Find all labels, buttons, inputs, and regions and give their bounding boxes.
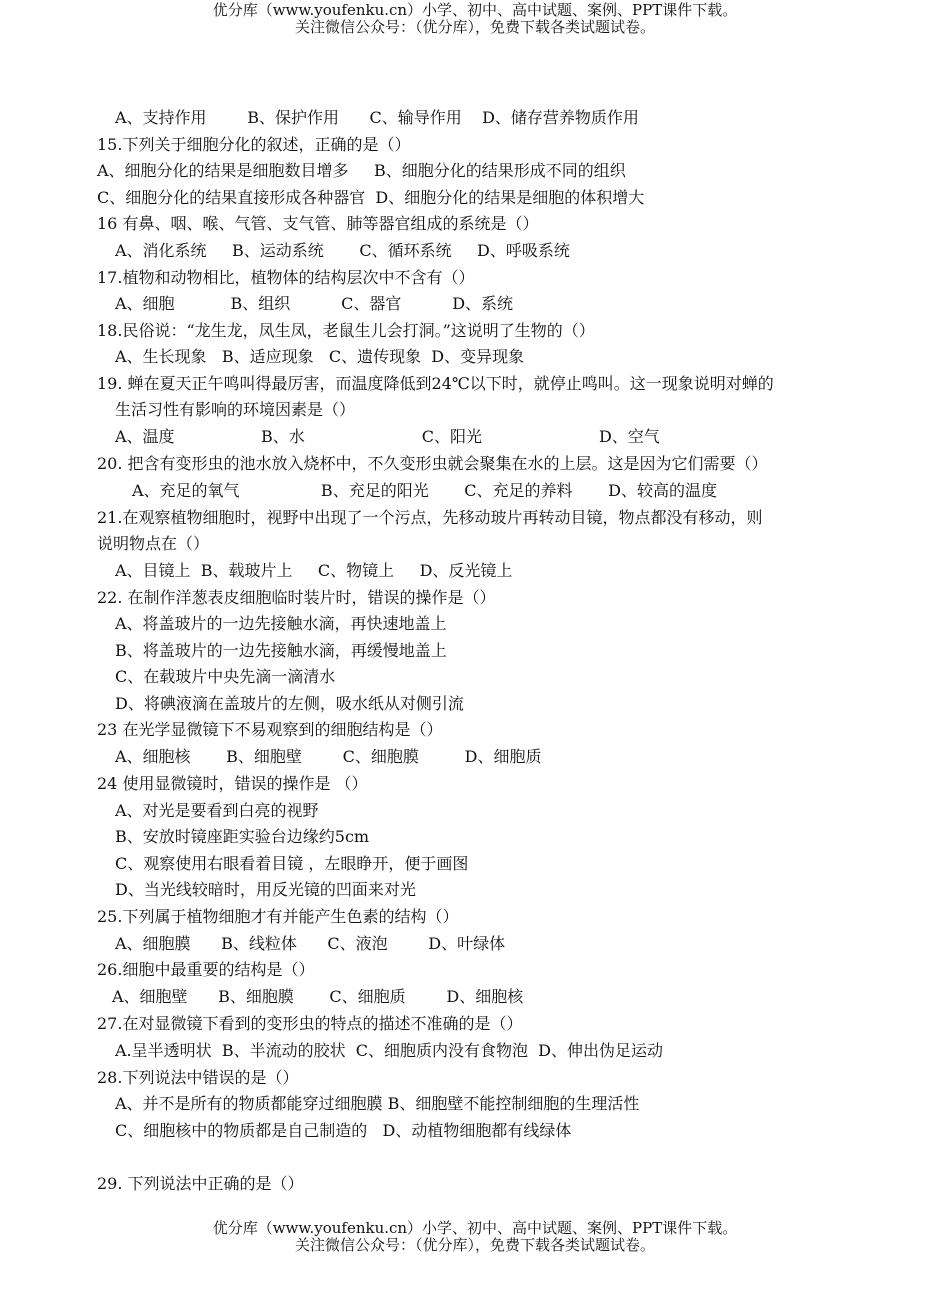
q24-option-c: C、观察使用右眼看着目镜 ，左眼睁开，便于画图 (115, 854, 469, 873)
q22-question: 22. 在制作洋葱表皮细胞临时装片时，错误的操作是（） (97, 588, 496, 607)
q23-options: A、细胞核 B、细胞壁 C、细胞膜 D、细胞质 (115, 747, 542, 766)
q24-option-b: B、安放时镜座距实验台边缘约5cm (115, 827, 370, 846)
q26-options: A、细胞壁 B、细胞膜 C、细胞质 D、细胞核 (112, 987, 524, 1006)
q21-options: A、目镜上 B、载玻片上 C、物镜上 D、反光镜上 (115, 561, 513, 580)
q22-option-d: D、将碘液滴在盖玻片的左侧，吸水纸从对侧引流 (115, 694, 464, 713)
q28-question: 28.下列说法中错误的是（） (97, 1068, 299, 1087)
q21-question: 21.在观察植物细胞时，视野中出现了一个污点，先移动玻片再转动目镜，物点都没有移动，则 (97, 508, 763, 527)
q19-question: 19. 蝉在夏天正午鸣叫得最厉害，而温度降低到24℃以下时，就停止鸣叫。这一现象说明对蝉的 (97, 374, 774, 393)
q25-options: A、细胞膜 B、线粒体 C、液泡 D、叶绿体 (115, 934, 506, 953)
q22-option-a: A、将盖玻片的一边先接触水滴，再快速地盖上 (115, 614, 447, 633)
q22-option-b: B、将盖玻片的一边先接触水滴，再缓慢地盖上 (115, 641, 447, 660)
q14-options: A、支持作用 B、保护作用 C、输导作用 D、储存营养物质作用 (115, 108, 639, 127)
page-footer (0, 1220, 950, 1254)
q29-question: 29. 下列说法中正确的是（） (97, 1174, 304, 1193)
q15-options-ab: A、细胞分化的结果是细胞数目增多 B、细胞分化的结果形成不同的组织 (97, 161, 626, 180)
q20-options: A、充足的氧气 B、充足的阳光 C、充足的养料 D、较高的温度 (132, 481, 717, 500)
q24-option-a: A、对光是要看到白亮的视野 (115, 801, 319, 820)
footer-line-2: 关注微信公众号：（优分库），免费下载各类试题试卷。 (294, 1236, 655, 1254)
footer-line-1: 优分库（www.youfenku.cn）小学、初中、高中试题、案例、PPT课件下载。 (212, 1219, 738, 1237)
q28-options-cd: C、细胞核中的物质都是自己制造的 D、动植物细胞都有线绿体 (115, 1121, 572, 1140)
q23-question: 23 在光学显微镜下不易观察到的细胞结构是（） (97, 720, 443, 739)
header-line-1: 优分库（www.youfenku.cn）小学、初中、高中试题、案例、PPT课件下载。 (212, 1, 738, 19)
q21-question-cont: 说明物点在（） (97, 534, 210, 553)
page-header (0, 2, 950, 36)
header-line-2: 关注微信公众号：（优分库），免费下载各类试题试卷。 (294, 18, 655, 36)
q26-question: 26.细胞中最重要的结构是（） (97, 960, 315, 979)
q27-question: 27.在对显微镜下看到的变形虫的特点的描述不准确的是（） (97, 1014, 523, 1033)
q24-option-d: D、当光线较暗时，用反光镜的凹面来对光 (115, 880, 416, 899)
q18-question: 18.民俗说：“龙生龙，凤生凤，老鼠生儿会打洞。”这说明了生物的（） (97, 321, 595, 340)
q27-options: A.呈半透明状 B、半流动的胶状 C、细胞质内没有食物泡 D、伸出伪足运动 (115, 1041, 663, 1060)
q25-question: 25.下列属于植物细胞才有并能产生色素的结构（） (97, 907, 459, 926)
q28-options-ab: A、并不是所有的物质都能穿过细胞膜 B、细胞壁不能控制细胞的生理活性 (115, 1094, 640, 1113)
q16-options: A、消化系统 B、运动系统 C、循环系统 D、呼吸系统 (115, 241, 570, 260)
q18-options: A、生长现象 B、适应现象 C、遗传现象 D、变异现象 (115, 347, 525, 366)
q16-question: 16 有鼻、咽、喉、气管、支气管、肺等器官组成的系统是（） (97, 214, 539, 233)
q17-question: 17.植物和动物相比，植物体的结构层次中不含有（） (97, 268, 475, 287)
q15-options-cd: C、细胞分化的结果直接形成各种器官 D、细胞分化的结果是细胞的体积增大 (97, 188, 645, 207)
q24-question: 24 使用显微镜时，错误的操作是 （） (97, 774, 368, 793)
q19-options: A、温度 B、水 C、阳光 D、空气 (115, 427, 660, 446)
q19-question-cont: 生活习性有影响的环境因素是（） (115, 400, 356, 419)
q22-option-c: C、在载玻片中央先滴一滴清水 (115, 667, 336, 686)
q20-question: 20. 把含有变形虫的池水放入烧杯中，不久变形虫就会聚集在水的上层。这是因为它们需要（） (97, 454, 768, 473)
q17-options: A、细胞 B、组织 C、器官 D、系统 (115, 294, 514, 313)
q15-question: 15.下列关于细胞分化的叙述，正确的是（） (97, 135, 411, 154)
